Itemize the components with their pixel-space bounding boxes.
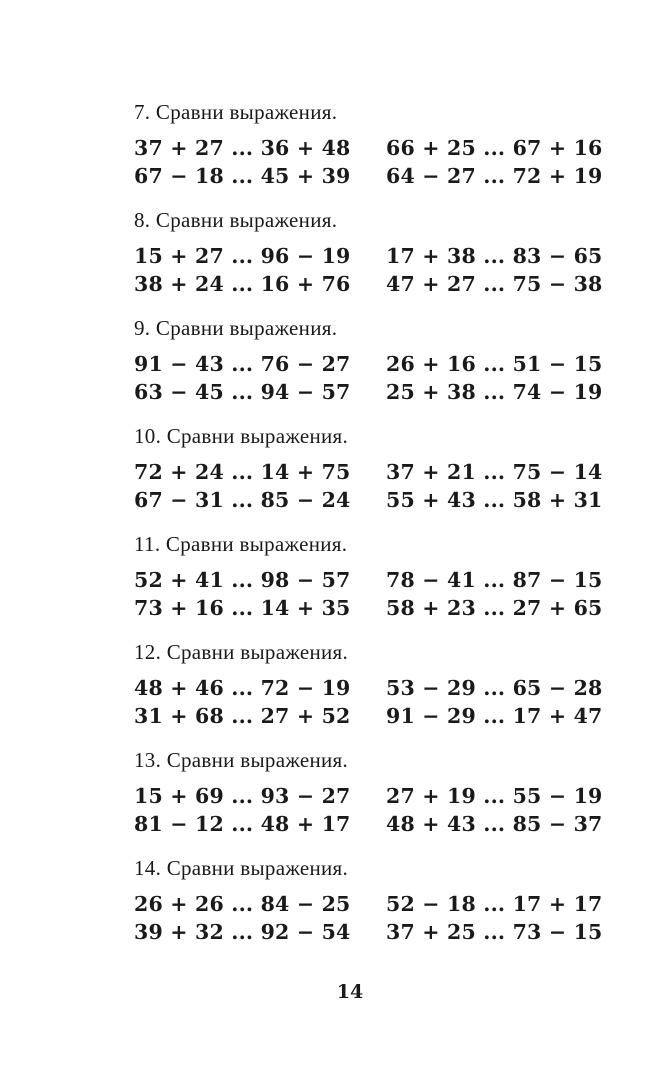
expression-row (134, 674, 603, 702)
expression: 37 + 21 ... 75 − 14 (386, 460, 603, 484)
expression: 73 + 16 ... 14 + 35 (134, 596, 351, 620)
expression: 37 + 27 ... 36 + 48 (134, 136, 351, 160)
expression: 72 + 24 ... 14 + 75 (134, 460, 351, 484)
expression: 52 − 18 ... 17 + 17 (386, 892, 603, 916)
expression: 91 − 29 ... 17 + 47 (386, 704, 603, 728)
exercise-title: 10. Сравни выражения. (134, 424, 349, 448)
expression-row (134, 162, 603, 190)
expression: 17 + 38 ... 83 − 65 (386, 244, 603, 268)
expression: 63 − 45 ... 94 − 57 (134, 380, 351, 404)
exercise-title: 9. Сравни выражения. (134, 316, 338, 340)
expression-row (134, 242, 603, 270)
expression: 25 + 38 ... 74 − 19 (386, 380, 603, 404)
expression-row (134, 458, 603, 486)
exercise-title: 8. Сравни выражения. (134, 208, 338, 232)
expression-row (134, 702, 603, 730)
expression: 52 + 41 ... 98 − 57 (134, 568, 351, 592)
exercise-7 (134, 100, 603, 190)
expression: 58 + 23 ... 27 + 65 (386, 596, 603, 620)
expression-row (134, 350, 603, 378)
exercise-8 (134, 208, 603, 298)
expression-row (134, 378, 603, 406)
expression: 67 − 31 ... 85 − 24 (134, 488, 351, 512)
expression: 26 + 16 ... 51 − 15 (386, 352, 603, 376)
expression: 64 − 27 ... 72 + 19 (386, 164, 603, 188)
expression-row (134, 270, 603, 298)
expression-row (134, 486, 603, 514)
page-number: 14 (336, 981, 364, 1003)
expression: 53 − 29 ... 65 − 28 (386, 676, 603, 700)
exercise-13 (134, 748, 603, 838)
exercise-9 (134, 316, 603, 406)
expression: 15 + 69 ... 93 − 27 (134, 784, 351, 808)
exercise-11 (134, 532, 603, 622)
expression: 67 − 18 ... 45 + 39 (134, 164, 351, 188)
expression: 66 + 25 ... 67 + 16 (386, 136, 603, 160)
expression-row (134, 566, 603, 594)
expression: 47 + 27 ... 75 − 38 (386, 272, 603, 296)
expression: 39 + 32 ... 92 − 54 (134, 920, 351, 944)
exercise-title: 13. Сравни выражения. (134, 748, 349, 772)
expression-row (134, 890, 603, 918)
expression: 81 − 12 ... 48 + 17 (134, 812, 351, 836)
expression-row (134, 134, 603, 162)
expression: 48 + 43 ... 85 − 37 (386, 812, 603, 836)
expression-row (134, 918, 603, 946)
expression: 15 + 27 ... 96 − 19 (134, 244, 351, 268)
exercise-title: 11. Сравни выражения. (134, 532, 348, 556)
exercise-12 (134, 640, 603, 730)
exercise-title: 7. Сравни выражения. (134, 100, 338, 124)
expression: 55 + 43 ... 58 + 31 (386, 488, 603, 512)
exercise-10 (134, 424, 603, 514)
expression: 26 + 26 ... 84 − 25 (134, 892, 351, 916)
expression-row (134, 594, 603, 622)
exercise-title: 14. Сравни выражения. (134, 856, 349, 880)
exercise-14 (134, 856, 603, 946)
expression: 37 + 25 ... 73 − 15 (386, 920, 603, 944)
expression: 48 + 46 ... 72 − 19 (134, 676, 351, 700)
exercise-title: 12. Сравни выражения. (134, 640, 349, 664)
expression: 27 + 19 ... 55 − 19 (386, 784, 603, 808)
expression-row (134, 782, 603, 810)
expression-row (134, 810, 603, 838)
expression: 78 − 41 ... 87 − 15 (386, 568, 603, 592)
expression: 38 + 24 ... 16 + 76 (134, 272, 351, 296)
expression: 91 − 43 ... 76 − 27 (134, 352, 351, 376)
expression: 31 + 68 ... 27 + 52 (134, 704, 351, 728)
